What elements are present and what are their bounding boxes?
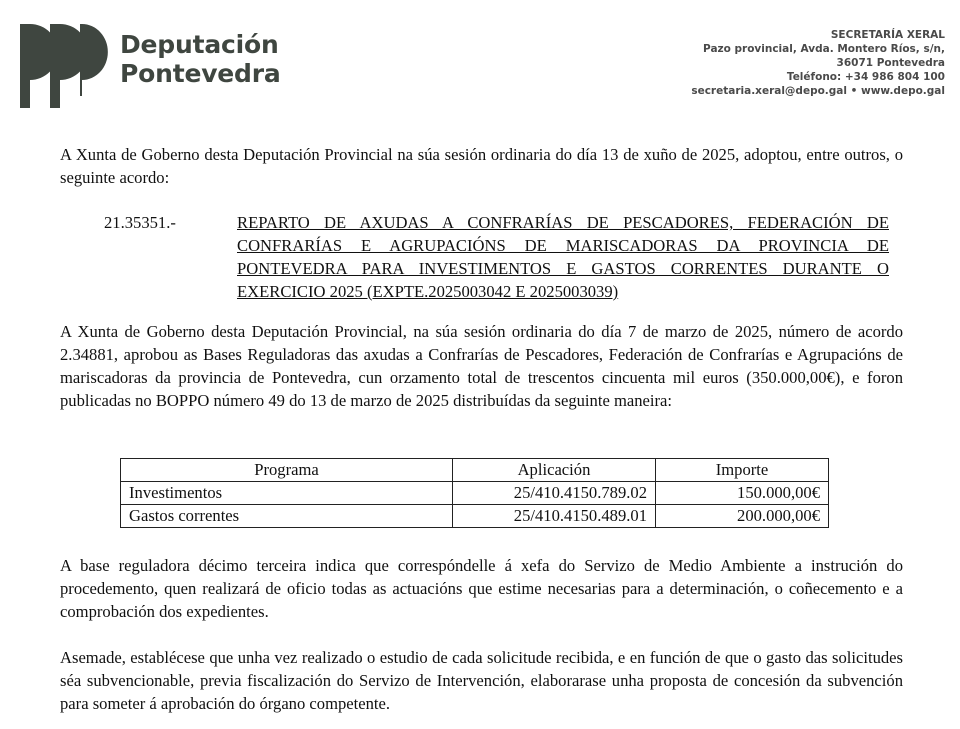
intro-paragraph: A Xunta de Goberno desta Deputación Provincial na súa sesión ordinaria do día 13 de xuño de 2025, adoptou, entre outros, o seguinte acordo: — [60, 145, 903, 187]
contact-email-web: secretaria.xeral@depo.gal • www.depo.gal — [691, 85, 945, 97]
contact-city: 36071 Pontevedra — [836, 57, 945, 69]
cell-programa: Investimentos — [121, 482, 453, 505]
table-row — [121, 505, 829, 528]
table-header-row — [121, 459, 829, 482]
logo-line-2: Pontevedra — [120, 59, 281, 88]
cell-importe: 200.000,00€ — [656, 505, 829, 528]
cell-programa: Gastos correntes — [121, 505, 453, 528]
contact-phone: Teléfono: +34 986 804 100 — [786, 71, 945, 83]
header-aplicacion: Aplicación — [452, 459, 655, 482]
deputacion-logo-icon — [16, 24, 108, 108]
agreement-number: 21.35351.- — [104, 213, 176, 232]
contact-address: Pazo provincial, Avda. Montero Ríos, s/n, — [703, 43, 945, 55]
proposal-paragraph: Asemade, establécese que unha vez realizado o estudio de cada solicitude recibida, e en función de que o gasto das solicitudes séa subvencionable, previa fiscalización do Servizo de Intervención, elaborarase unha proposta de concesión da subvención para someter á aprobación do órgano competente. — [60, 648, 903, 713]
instruction-paragraph: A base reguladora décimo terceira indica que correspóndelle á xefa do Servizo de Medio Ambiente a instrución do procedemento, quen realizará de oficio todas as actuacións que estime necesarias para a determinación, o coñecemento e a comprobación dos expedientes. — [60, 556, 903, 621]
logo-line-1: Deputación — [120, 30, 279, 59]
logo-wordmark — [120, 30, 281, 88]
cell-importe: 150.000,00€ — [656, 482, 829, 505]
header-importe: Importe — [656, 459, 829, 482]
contact-department: SECRETARÍA XERAL — [830, 29, 945, 41]
header-programa: Programa — [121, 459, 453, 482]
allocation-table — [120, 458, 829, 528]
cell-aplicacion: 25/410.4150.489.01 — [452, 505, 655, 528]
table-row — [121, 482, 829, 505]
cell-aplicacion: 25/410.4150.789.02 — [452, 482, 655, 505]
contact-block — [691, 28, 945, 98]
bases-paragraph: A Xunta de Goberno desta Deputación Provincial, na súa sesión ordinaria do día 7 de marzo de 2025, número de acordo 2.34881, aprobou as Bases Reguladoras das axudas a Confrarías de Pescadores, Federación de Confrarías e Agrupacións de mariscadoras da provincia de Pontevedra, cun orzamento total de trescentos cincuenta mil euros (350.000,00€), e foron publicadas no BOPPO número 49 do 13 de marzo de 2025 distribuídas da seguinte maneira: — [60, 322, 903, 410]
agreement-title: REPARTO DE AXUDAS A CONFRARÍAS DE PESCADORES, FEDERACIÓN DE CONFRARÍAS E AGRUPACIÓNS DE MARISCADORAS DA PROVINCIA DE PONTEVEDRA PARA INVESTIMENTOS E GASTOS CORRENTES DURANTE O EXERCICIO 2025 (EXPTE.2025003042 E 2025003039) — [237, 213, 889, 301]
